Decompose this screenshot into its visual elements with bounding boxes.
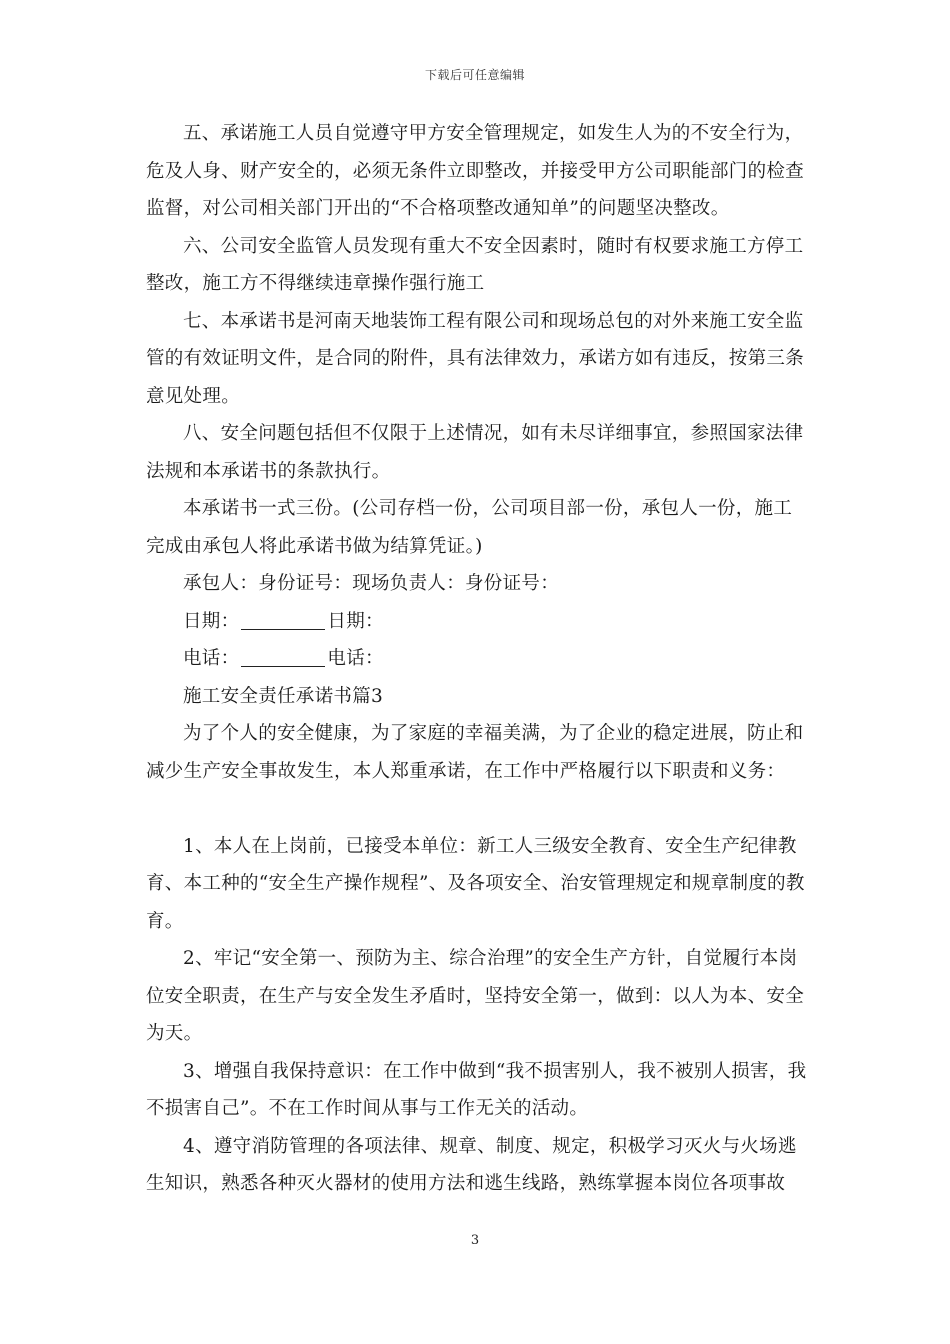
page-header: 下载后可任意编辑 — [424, 68, 525, 82]
list-item: 2、牢记“安全第一、预防为主、综合治理”的安全生产方针，自觉履行本岗位安全职责，在生产与安全发生矛盾时，坚持安全第一，做到：以人为本、安全为天。 — [146, 948, 805, 1044]
section-title: 施工安全责任承诺书篇3 — [183, 685, 384, 707]
intro-paragraph: 为了个人的安全健康，为了家庭的幸福美满，为了企业的稳定进展，防止和减少生产安全事故发生，本人郑重承诺，在工作中严格履行以下职责和义务： — [146, 723, 804, 782]
phone-label-right: 电话： — [327, 648, 384, 669]
phone-label-left: 电话： — [183, 648, 240, 669]
paragraph: 本承诺书一式三份。(公司存档一份，公司项目部一份，承包人一份，施工完成由承包人将此承诺书做为结算凭证。) — [146, 498, 793, 557]
date-line — [146, 603, 810, 641]
list-item: 3、增强自我保持意识：在工作中做到“我不损害别人，我不被别人损害，我不损害自己”。不在工作时间从事与工作无关的活动。 — [146, 1060, 807, 1119]
list-item: 1、本人在上岗前，已接受本单位：新工人三级安全教育、安全生产纪律教育、本工种的“安全生产操作规程”、及各项安全、治安管理规定和规章制度的教育。 — [146, 835, 805, 932]
paragraph: 八、安全问题包括但不仅限于上述情况，如有未尽详细事宜，参照国家法律法规和本承诺书的条款执行。 — [146, 423, 804, 482]
spacer — [146, 790, 810, 828]
date-label-left: 日期： — [183, 610, 240, 632]
paragraph: 五、承诺施工人员自觉遵守甲方安全管理规定，如发生人为的不安全行为，危及人身、财产安全的，必须无条件立即整改，并接受甲方公司职能部门的检查监督，对公司相关部门开出的“不合格项整改通知单”的问题坚决整改。 — [146, 123, 805, 219]
list-item: 4、遵守消防管理的各项法律、规章、制度、规定，积极学习灭火与火场逃生知识，熟悉各种灭火器材的使用方法和逃生线路，熟练掌握本岗位各项事故 — [146, 1135, 797, 1194]
date-blank — [241, 609, 325, 630]
date-label-right: 日期： — [327, 610, 384, 632]
paragraph: 六、公司安全监管人员发现有重大不安全因素时，随时有权要求施工方停工整改，施工方不得继续违章操作强行施工 — [146, 235, 804, 294]
phone-blank — [241, 646, 325, 667]
phone-line — [146, 640, 810, 678]
paragraph: 七、本承诺书是河南天地装饰工程有限公司和现场总包的对外来施工安全监管的有效证明文件，是合同的附件，具有法律效力，承诺方如有违反，按第三条意见处理。 — [146, 310, 805, 407]
signature-line: 承包人：身份证号：现场负责人：身份证号： — [183, 573, 560, 594]
page-number: 3 — [470, 1233, 480, 1248]
document-body — [146, 115, 810, 1203]
